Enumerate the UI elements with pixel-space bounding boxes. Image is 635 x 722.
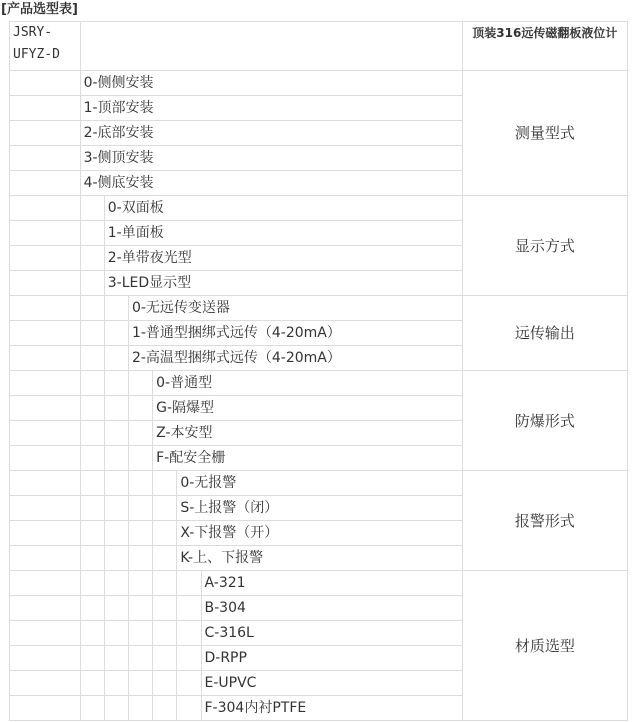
indent-cell [128, 371, 152, 396]
indent-cell [80, 596, 104, 621]
category-label: 材质选型 [462, 571, 627, 721]
indent-cell [104, 396, 128, 421]
header-blank-cell [80, 22, 462, 71]
indent-cell [80, 396, 104, 421]
indent-cell [104, 471, 128, 496]
indent-cell [177, 596, 201, 621]
indent-cell [104, 596, 128, 621]
indent-cell [10, 71, 81, 96]
indent-cell [177, 621, 201, 646]
indent-cell [153, 696, 177, 721]
indent-cell [10, 571, 81, 596]
indent-cell [128, 671, 152, 696]
table-title: [产品选型表] [1, 2, 78, 17]
indent-cell [10, 96, 81, 121]
indent-cell [128, 421, 152, 446]
model-code-line2: UFYZ-D [13, 47, 60, 62]
option-label: G-隔爆型 [153, 396, 463, 421]
option-label: 0-侧侧安装 [80, 71, 462, 96]
indent-cell [10, 471, 81, 496]
indent-cell [128, 546, 152, 571]
indent-cell [104, 546, 128, 571]
indent-cell [128, 696, 152, 721]
indent-cell [104, 521, 128, 546]
indent-cell [128, 621, 152, 646]
indent-cell [128, 446, 152, 471]
indent-cell [10, 596, 81, 621]
product-name-cell: 顶装316远传磁翻板液位计 [462, 22, 627, 71]
indent-cell [10, 371, 81, 396]
indent-cell [104, 321, 128, 346]
option-label: 0-无报警 [177, 471, 462, 496]
indent-cell [104, 296, 128, 321]
option-row [10, 71, 628, 96]
option-row [10, 471, 628, 496]
option-label: 0-普通型 [153, 371, 463, 396]
model-code-line1: JSRY- [13, 25, 53, 40]
option-label: 1-单面板 [104, 221, 462, 246]
indent-cell [10, 396, 81, 421]
option-label: Z-本安型 [153, 421, 463, 446]
indent-cell [128, 646, 152, 671]
indent-cell [128, 571, 152, 596]
indent-cell [104, 571, 128, 596]
indent-cell [104, 496, 128, 521]
indent-cell [10, 421, 81, 446]
indent-cell [80, 546, 104, 571]
indent-cell [177, 671, 201, 696]
indent-cell [10, 121, 81, 146]
category-label: 显示方式 [462, 196, 627, 296]
indent-cell [153, 596, 177, 621]
indent-cell [128, 496, 152, 521]
option-label: B-304 [201, 596, 462, 621]
option-row [10, 296, 628, 321]
indent-cell [128, 471, 152, 496]
indent-cell [10, 671, 81, 696]
indent-cell [10, 296, 81, 321]
table-body [10, 22, 628, 721]
option-label: X-下报警（开） [177, 521, 462, 546]
indent-cell [153, 571, 177, 596]
indent-cell [80, 471, 104, 496]
option-label: D-RPP [201, 646, 462, 671]
option-label: 3-LED显示型 [104, 271, 462, 296]
indent-cell [10, 696, 81, 721]
indent-cell [80, 221, 104, 246]
product-selection-table [9, 21, 628, 721]
indent-cell [80, 671, 104, 696]
indent-cell [153, 646, 177, 671]
indent-cell [153, 671, 177, 696]
category-label: 远传输出 [462, 296, 627, 371]
indent-cell [153, 546, 177, 571]
category-label: 防爆形式 [462, 371, 627, 471]
indent-cell [10, 546, 81, 571]
indent-cell [10, 521, 81, 546]
indent-cell [80, 571, 104, 596]
option-label: 1-顶部安装 [80, 96, 462, 121]
indent-cell [80, 421, 104, 446]
option-label: 0-无远传变送器 [128, 296, 462, 321]
indent-cell [104, 446, 128, 471]
option-label: 3-侧顶安装 [80, 146, 462, 171]
indent-cell [104, 621, 128, 646]
option-label: A-321 [201, 571, 462, 596]
indent-cell [104, 671, 128, 696]
indent-cell [153, 621, 177, 646]
indent-cell [80, 296, 104, 321]
indent-cell [80, 521, 104, 546]
option-label: 1-普通型捆绑式远传（4-20mA） [128, 321, 462, 346]
option-label: 4-侧底安装 [80, 171, 462, 196]
indent-cell [10, 146, 81, 171]
indent-cell [153, 496, 177, 521]
indent-cell [128, 596, 152, 621]
indent-cell [177, 571, 201, 596]
indent-cell [128, 521, 152, 546]
indent-cell [80, 646, 104, 671]
header-row [10, 22, 628, 71]
option-label: 0-双面板 [104, 196, 462, 221]
indent-cell [10, 446, 81, 471]
indent-cell [10, 346, 81, 371]
indent-cell [10, 271, 81, 296]
indent-cell [10, 321, 81, 346]
option-row [10, 196, 628, 221]
indent-cell [80, 196, 104, 221]
indent-cell [80, 346, 104, 371]
category-label: 测量型式 [462, 71, 627, 196]
indent-cell [80, 271, 104, 296]
indent-cell [153, 471, 177, 496]
indent-cell [80, 321, 104, 346]
indent-cell [104, 421, 128, 446]
indent-cell [10, 246, 81, 271]
indent-cell [80, 246, 104, 271]
option-label: F-配安全栅 [153, 446, 463, 471]
indent-cell [80, 621, 104, 646]
indent-cell [80, 446, 104, 471]
category-label: 报警形式 [462, 471, 627, 571]
indent-cell [80, 696, 104, 721]
model-code-cell [10, 22, 81, 71]
indent-cell [177, 646, 201, 671]
indent-cell [10, 171, 81, 196]
option-label: K-上、下报警 [177, 546, 462, 571]
indent-cell [10, 646, 81, 671]
indent-cell [128, 396, 152, 421]
indent-cell [80, 496, 104, 521]
indent-cell [10, 221, 81, 246]
indent-cell [104, 696, 128, 721]
option-label: 2-单带夜光型 [104, 246, 462, 271]
indent-cell [80, 371, 104, 396]
option-label: F-304内衬PTFE [201, 696, 462, 721]
indent-cell [10, 196, 81, 221]
option-label: 2-高温型捆绑式远传（4-20mA） [128, 346, 462, 371]
option-label: S-上报警（闭） [177, 496, 462, 521]
option-row [10, 371, 628, 396]
option-label: E-UPVC [201, 671, 462, 696]
indent-cell [10, 621, 81, 646]
indent-cell [104, 371, 128, 396]
option-row [10, 571, 628, 596]
option-label: C-316L [201, 621, 462, 646]
indent-cell [153, 521, 177, 546]
option-label: 2-底部安装 [80, 121, 462, 146]
indent-cell [104, 346, 128, 371]
indent-cell [104, 646, 128, 671]
indent-cell [177, 696, 201, 721]
indent-cell [10, 496, 81, 521]
